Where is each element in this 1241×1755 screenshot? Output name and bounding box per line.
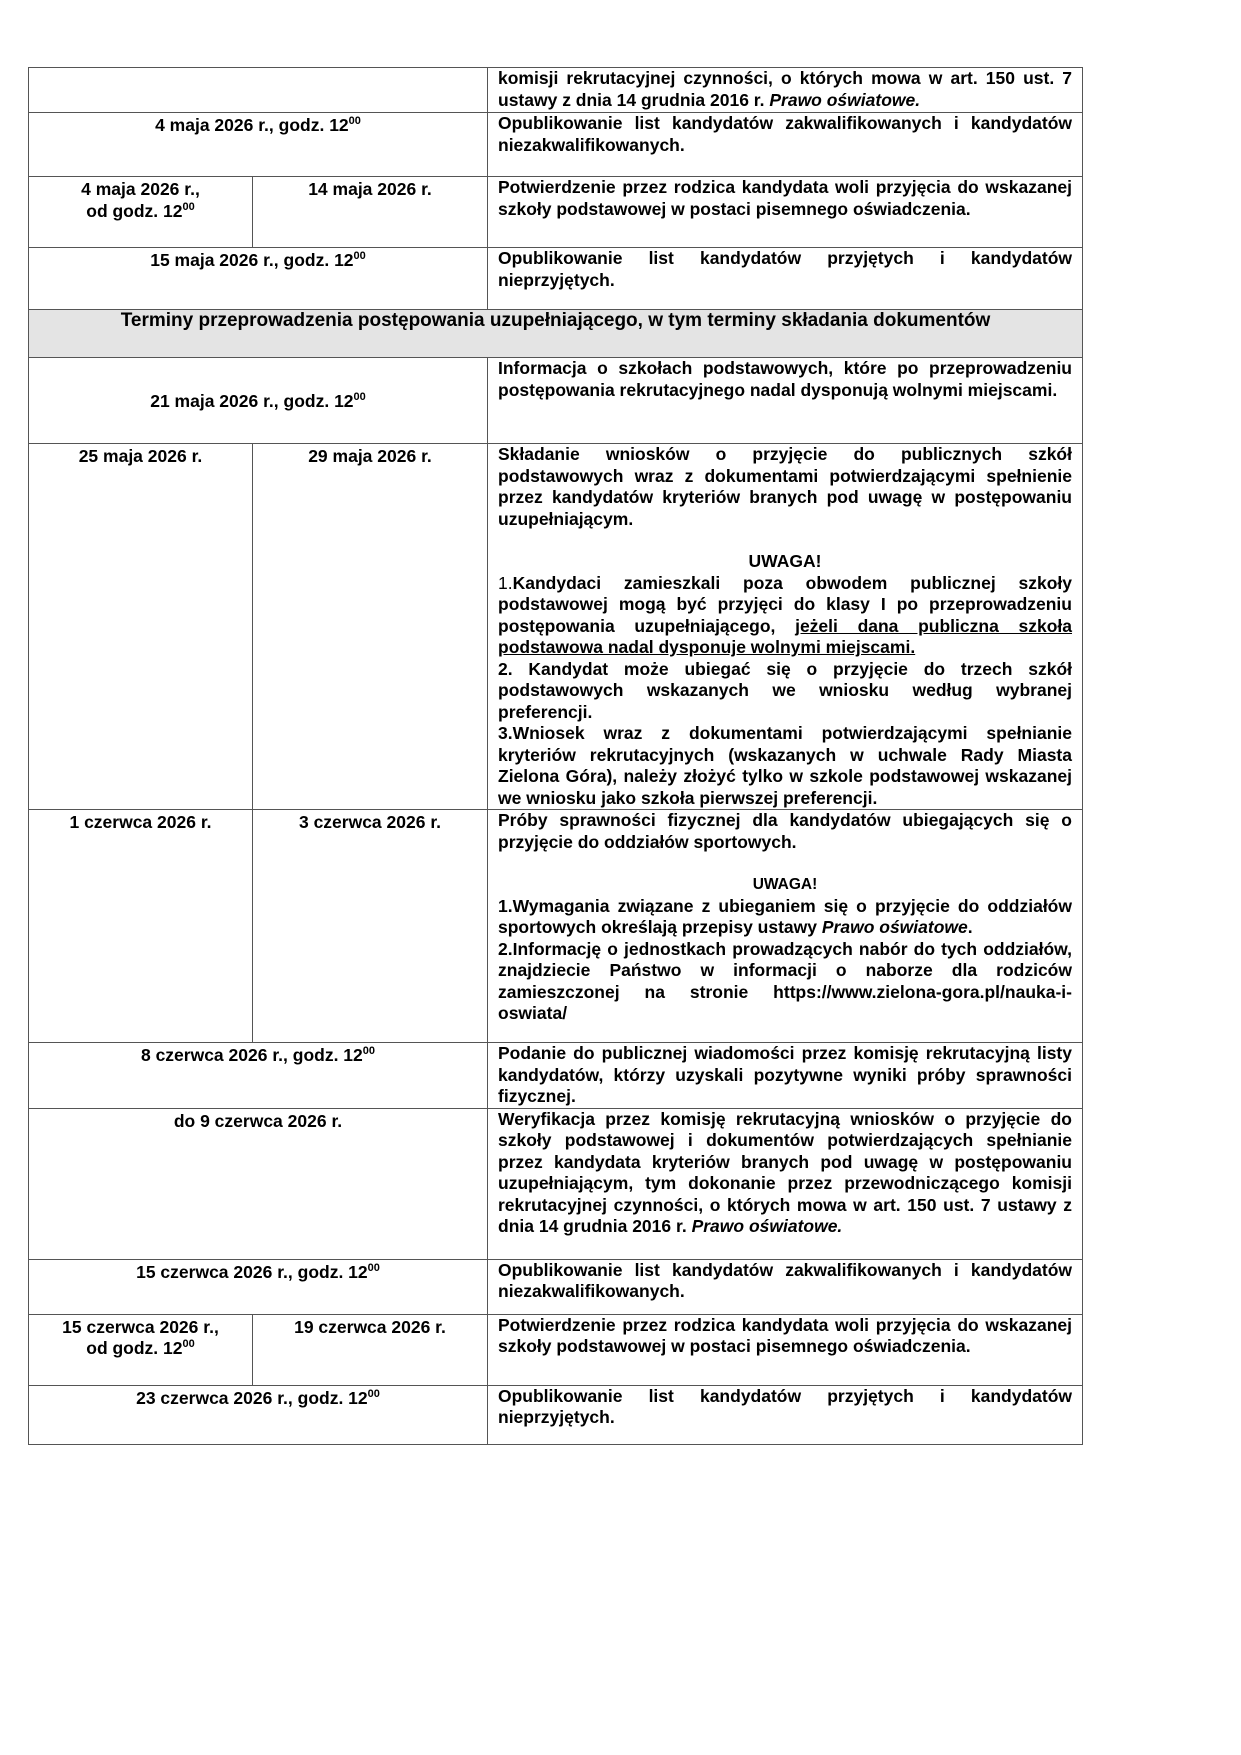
- date-cell: do 9 czerwca 2026 r.: [29, 1108, 488, 1259]
- warning-label: UWAGA!: [752, 876, 818, 893]
- description-cell: Składanie wniosków o przyjęcie do publicznych szkół podstawowych wraz z dokumentami potwierdzającymi spełnienie przez kandydatów kryteriów branych pod uwagę w postępowaniu uzupełniającym. UWAGA! 1.Kandydaci zamieszkali poza obwodem publicznej szkoły podstawowej mogą być przyjęci do klasy I po przeprowadzeniu postępowania uzupełniającego, jeżeli dana publiczna szkoła podstawowa nadal dysponuje wolnymi miejscami. 2. Kandydat może ubiegać się o przyjęcie do trzech szkół podstawowych wskazanych we wniosku według wybranej preferencji. 3.Wniosek wraz z dokumentami potwierdzającymi spełnianie kryteriów rekrutacyjnych (wskazanych w uchwale Rady Miasta Zielona Góra), należy złożyć tylko w szkole podstawowej wskazanej we wniosku jako szkoła pierwszej preferencji.: [488, 444, 1083, 810]
- description-cell: Opublikowanie list kandydatów zakwalifikowanych i kandydatów niezakwalifikowanych.: [488, 1259, 1083, 1314]
- description-cell: Weryfikacja przez komisję rekrutacyjną wniosków o przyjęcie do szkoły podstawowej i dokumentów potwierdzających spełnianie przez kandydata kryteriów branych pod uwagę w postępowaniu uzupełniającym, tym dokonanie przez przewodniczącego komisji rekrutacyjnej czynności, o których mowa w art. 150 ust. 7 ustawy z dnia 14 grudnia 2016 r. Prawo oświatowe.: [488, 1108, 1083, 1259]
- date-cell: 8 czerwca 2026 r., godz. $12^{00}$: [29, 1043, 488, 1109]
- date-cell: 15 maja 2026 r., godz. $12^{00}$: [29, 248, 488, 310]
- description-cell: Potwierdzenie przez rodzica kandydata woli przyjęcia do wskazanej szkoły podstawowej w postaci pisemnego oświadczenia.: [488, 177, 1083, 248]
- table-row: [29, 1108, 1083, 1259]
- description-cell: Próby sprawności fizycznej dla kandydatów ubiegających się o przyjęcie do oddziałów sportowych. UWAGA! 1.Wymagania związane z ubieganiem się o przyjęcie do oddziałów sportowych określają przepisy ustawy Prawo oświatowe. 2.Informację o jednostkach prowadzących nabór do tych oddziałów, znajdziecie Państwo w informacji o naborze dla rodziców zamieszczonej na stronie https://www.zielona-gora.pl/nauka-i-oswiata/: [488, 810, 1083, 1043]
- table-row: [29, 1385, 1083, 1444]
- table-row: [29, 1314, 1083, 1385]
- table-row: [29, 248, 1083, 310]
- description-cell: Opublikowanie list kandydatów zakwalifikowanych i kandydatów niezakwalifikowanych.: [488, 113, 1083, 177]
- end-date-cell: 29 maja 2026 r.: [253, 444, 488, 810]
- date-cell: 23 czerwca 2026 r., godz. $12^{00}$: [29, 1385, 488, 1444]
- end-date-cell: 3 czerwca 2026 r.: [253, 810, 488, 1043]
- start-date-cell: 1 czerwca 2026 r.: [29, 810, 253, 1043]
- table-row: [29, 113, 1083, 177]
- section-header-row: [29, 310, 1083, 358]
- warning-label: UWAGA!: [748, 551, 822, 571]
- start-date-cell: 15 czerwca 2026 r., od godz. $12^{00}$: [29, 1314, 253, 1385]
- description-cell: Opublikowanie list kandydatów przyjętych i kandydatów nieprzyjętych.: [488, 1385, 1083, 1444]
- table-row: [29, 177, 1083, 248]
- table-row: [29, 68, 1083, 113]
- description-cell: Podanie do publicznej wiadomości przez komisję rekrutacyjną listy kandydatów, którzy uzyskali pozytywne wyniki próby sprawności fizycznej.: [488, 1043, 1083, 1109]
- description-cell: Opublikowanie list kandydatów przyjętych i kandydatów nieprzyjętych.: [488, 248, 1083, 310]
- description-cell: Informacja o szkołach podstawowych, które po przeprowadzeniu postępowania rekrutacyjnego nadal dysponują wolnymi miejscami.: [488, 358, 1083, 444]
- table-row: [29, 444, 1083, 810]
- date-cell: [29, 68, 488, 113]
- table-row: [29, 358, 1083, 444]
- date-cell: 21 maja 2026 r., godz. $12^{00}$: [29, 358, 488, 444]
- date-cell: 15 czerwca 2026 r., godz. $12^{00}$: [29, 1259, 488, 1314]
- section-header: Terminy przeprowadzenia postępowania uzupełniającego, w tym terminy składania dokumentów: [29, 310, 1083, 358]
- end-date-cell: 19 czerwca 2026 r.: [253, 1314, 488, 1385]
- table-row: [29, 810, 1083, 1043]
- description-cell: Potwierdzenie przez rodzica kandydata woli przyjęcia do wskazanej szkoły podstawowej w postaci pisemnego oświadczenia.: [488, 1314, 1083, 1385]
- table-row: [29, 1043, 1083, 1109]
- start-date-cell: 4 maja 2026 r., od godz. $12^{00}$: [29, 177, 253, 248]
- recruitment-schedule-table: [28, 67, 1083, 1445]
- description-cell: komisji rekrutacyjnej czynności, o których mowa w art. 150 ust. 7 ustawy z dnia 14 grudnia 2016 r. Prawo oświatowe.: [488, 68, 1083, 113]
- table-row: [29, 1259, 1083, 1314]
- start-date-cell: 25 maja 2026 r.: [29, 444, 253, 810]
- date-cell: 4 maja 2026 r., godz. $12^{00}$: [29, 113, 488, 177]
- end-date-cell: 14 maja 2026 r.: [253, 177, 488, 248]
